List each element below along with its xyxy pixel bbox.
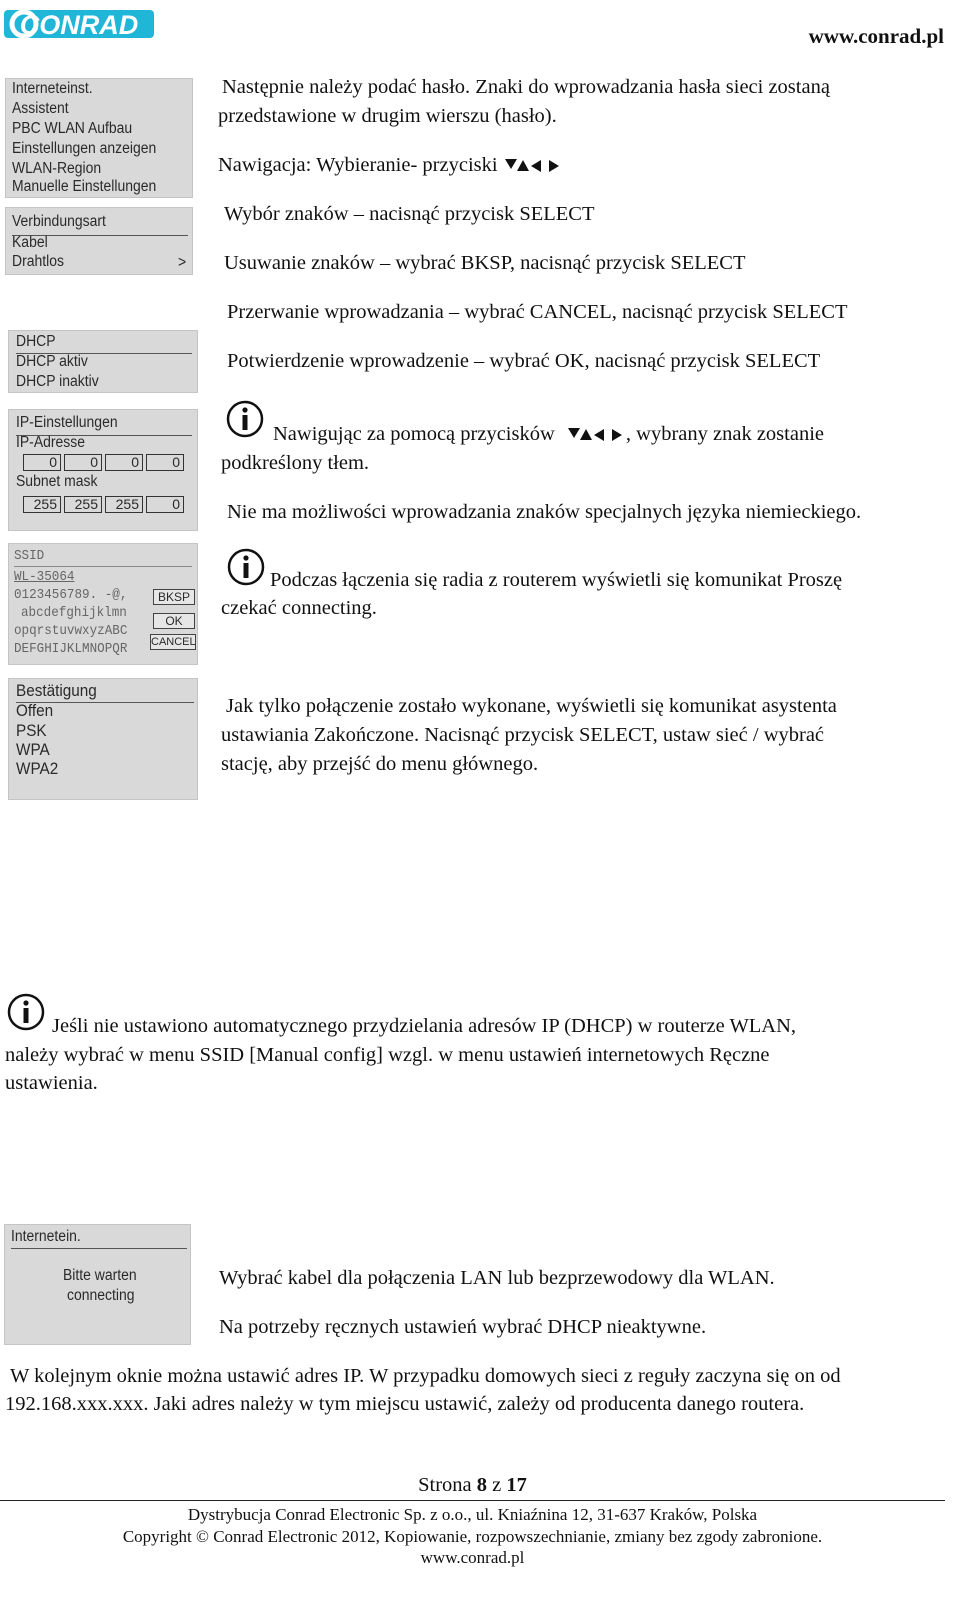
text-line: W kolejnym oknie można ustawić adres IP. W przypadku domowych sieci z reguły zaczyna się on od — [10, 1365, 841, 1387]
logo-text: CONRAD — [19, 10, 139, 40]
menu-item: Offen — [16, 701, 54, 720]
conrad-logo — [4, 4, 154, 44]
menu-title: SSID — [14, 548, 45, 564]
submenu-arrow-icon: > — [178, 254, 187, 271]
wait-message: Bitte warten — [63, 1267, 137, 1284]
info-icon — [6, 992, 46, 1032]
ip-label: IP-Adresse — [16, 434, 86, 451]
info-icon — [226, 547, 266, 587]
text-line: Wybór znaków – nacisnąć przycisk SELECT — [224, 203, 595, 225]
menu-item: DHCP aktiv — [16, 353, 88, 370]
text-line: Nawigacja: Wybieranie- przyciski — [218, 154, 498, 176]
paragraph-password — [218, 73, 830, 131]
site-url: www.conrad.pl — [808, 24, 944, 48]
text-line: ustawienia. — [5, 1072, 98, 1094]
menu-title: IP-Einstellungen — [16, 414, 118, 431]
menu-title: DHCP — [16, 333, 56, 350]
lcd-menu-dhcp — [8, 330, 198, 393]
text-line: , wybrany znak zostanie — [625, 423, 824, 445]
info-note-navigation — [273, 420, 824, 449]
mask-octet: 0 — [146, 496, 184, 513]
bksp-button: BKSP — [153, 589, 195, 605]
cancel-button: CANCEL — [151, 636, 196, 648]
page-current: 8 — [476, 1474, 488, 1496]
mask-octet: 255 — [23, 496, 61, 513]
menu-title: Bestätigung — [16, 681, 97, 700]
menu-item: DHCP inaktiv — [16, 373, 99, 390]
text-line: Potwierdzenie wprowadzenie – wybrać OK, nacisnąć przycisk SELECT — [227, 350, 821, 372]
char-row: opqrstuvwxyzABC — [14, 623, 128, 639]
lcd-menu-internet — [5, 78, 193, 198]
navigation-arrows-icon — [566, 426, 626, 444]
ip-octet: 0 — [64, 454, 102, 471]
ok-button: OK — [153, 613, 195, 629]
text-line: czekać connecting. — [221, 597, 377, 619]
title-separator — [11, 1248, 187, 1249]
char-row: 0123456789. -@, — [14, 587, 128, 603]
text-line: stację, aby przejść do menu głównego. — [221, 753, 539, 775]
menu-item: WPA2 — [16, 759, 59, 778]
menu-item: Manuelle Einstellungen — [12, 178, 157, 195]
menu-item: PBC WLAN Aufbau — [12, 120, 133, 137]
footer-distribution: Dystrybucja Conrad Electronic Sp. z o.o., ul. Kniaźnina 12, 31-637 Kraków, Polska — [187, 1505, 758, 1524]
text-line: Nie ma możliwości wprowadzania znaków specjalnych języka niemieckiego. — [227, 501, 862, 523]
text-line: Jak tylko połączenie zostało wykonane, wyświetli się komunikat asystenta — [226, 695, 837, 717]
text-line: Na potrzeby ręcznych ustawień wybrać DHCP nieaktywne. — [219, 1316, 707, 1338]
ip-octet: 0 — [146, 454, 184, 471]
menu-title: Verbindungsart — [12, 213, 106, 230]
menu-item: WLAN-Region — [12, 160, 102, 177]
text-line: ustawiania Zakończone. Nacisnąć przycisk SELECT, ustaw sieć / wybrać — [221, 724, 825, 746]
menu-item: PSK — [16, 721, 47, 740]
page-total: 17 — [506, 1474, 527, 1496]
paragraph-completed — [221, 692, 837, 779]
lcd-ip-settings — [8, 409, 198, 531]
text-line: Podczas łączenia się radia z routerem wyświetli się komunikat Proszę — [270, 569, 843, 591]
menu-item: Drahtlos — [12, 253, 64, 270]
page-separator: z — [492, 1474, 502, 1496]
page-number — [0, 1474, 945, 1497]
text-line: Jeśli nie ustawiono automatycznego przydzielania adresów IP (DHCP) w routerze WLAN, — [52, 1015, 797, 1037]
footer-url: www.conrad.pl — [420, 1548, 525, 1567]
footer-copyright: Copyright © Conrad Electronic 2012, Kopiowanie, rozpowszechnianie, zmiany bez zgody zabronione. — [122, 1527, 823, 1546]
footer-divider — [0, 1500, 945, 1501]
menu-item: Assistent — [12, 100, 69, 117]
ip-octet: 0 — [105, 454, 143, 471]
navigation-arrows-icon — [503, 157, 563, 175]
lcd-ssid-entry — [8, 543, 198, 665]
char-row: DEFGHIJKLMNOPQR — [14, 641, 128, 657]
lcd-menu-connection-type — [5, 207, 193, 275]
text-line: Nawigując za pomocą przycisków — [273, 423, 555, 445]
menu-item: WPA — [16, 740, 50, 759]
menu-item: Kabel — [12, 234, 48, 251]
text-line: należy wybrać w menu SSID [Manual config] wzgl. w menu ustawień internetowych Ręczne — [5, 1044, 770, 1066]
navigation-line — [218, 151, 563, 180]
mask-octet: 255 — [105, 496, 143, 513]
text-line: Usuwanie znaków – wybrać BKSP, nacisnąć przycisk SELECT — [224, 252, 746, 274]
mask-label: Subnet mask — [16, 473, 98, 490]
ip-octet: 0 — [23, 454, 61, 471]
text-line: Przerwanie wprowadzania – wybrać CANCEL, nacisnąć przycisk SELECT — [227, 301, 848, 323]
menu-item: Einstellungen anzeigen — [12, 140, 157, 157]
ssid-value: WL-35064 — [14, 569, 75, 585]
page-label: Strona — [418, 1474, 472, 1496]
lcd-connecting — [4, 1224, 191, 1345]
info-icon — [225, 399, 265, 439]
text-line: Następnie należy podać hasło. Znaki do wprowadzania hasła sieci zostaną — [222, 76, 830, 98]
mask-octet: 255 — [64, 496, 102, 513]
lcd-security-type — [8, 678, 198, 800]
text-line: podkreślony tłem. — [221, 452, 370, 474]
menu-item: Interneteinst. — [12, 80, 93, 97]
menu-title: Internetein. — [11, 1228, 81, 1245]
char-row: abcdefghijklmn — [21, 605, 127, 621]
text-line: Wybrać kabel dla połączenia LAN lub bezprzewodowy dla WLAN. — [219, 1267, 775, 1289]
connecting-message: connecting — [67, 1287, 135, 1304]
text-line: przedstawione w drugim wierszu (hasło). — [218, 105, 557, 127]
text-line: 192.168.xxx.xxx. Jaki adres należy w tym miejscu ustawić, zależy od producenta danego routera. — [5, 1393, 805, 1415]
